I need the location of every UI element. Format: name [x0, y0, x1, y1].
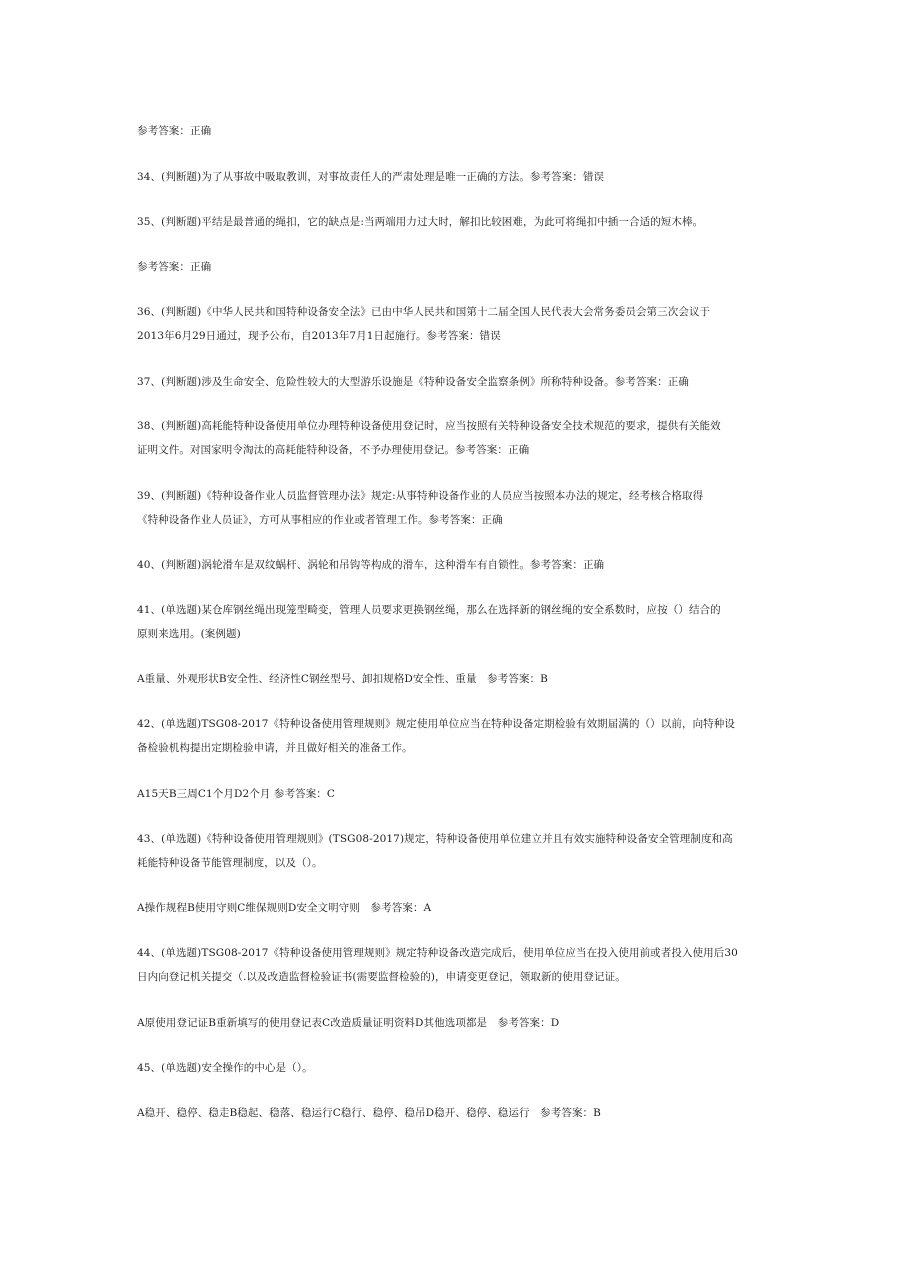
question-43: 43、(单选题)《特种设备使用管理规则》(TSG08-2017)规定，特种设备使用单位建立并且有效实施特种设备安全管理制度和高	[137, 833, 733, 845]
question-34: 34、(判断题)为了从事故中吸取教训，对事故责任人的严肃处理是唯一正确的方法。参考答案：错误	[137, 171, 605, 183]
question-43-options: A操作规程B使用守则C维保规则D安全文明守则 参考答案：A	[137, 902, 432, 914]
question-36: 36、(判断题)《中华人民共和国特种设备安全法》已由中华人民共和国第十二届全国人民代表大会常务委员会第三次会议于	[137, 306, 711, 318]
question-43-cont: 耗能特种设备节能管理制度，以及（）。	[137, 857, 323, 869]
question-36-cont: 2013年6月29日通过，现予公布，自2013年7月1日起施行。参考答案：错误	[137, 330, 501, 342]
question-41-options: A重量、外观形状B安全性、经济性C钢丝型号、卸扣规格D安全性、重量 参考答案：B	[137, 673, 548, 685]
question-45: 45、(单选题)安全操作的中心是（）。	[137, 1062, 313, 1074]
question-38-cont: 证明文件。对国家明令淘汰的高耗能特种设备，不予办理使用登记。参考答案：正确	[137, 444, 530, 456]
question-41: 41、(单选题)某仓库钢丝绳出现笼型畸变，管理人员要求更换钢丝绳，那么在选择新的钢丝绳的安全系数时，应按（）结合的	[137, 604, 721, 616]
question-35: 35、(判断题)平结是最普通的绳扣，它的缺点是:当两端用力过大时，解扣比较困难，为此可将绳扣中插一合适的短木棒。	[137, 216, 704, 228]
question-41-cont: 原则来选用。(案例题)	[137, 628, 241, 640]
question-38: 38、(判断题)高耗能特种设备使用单位办理特种设备使用登记时，应当按照有关特种设备安全技术规范的要求，提供有关能效	[137, 420, 721, 432]
question-44-options: A原使用登记证B重新填写的使用登记表C改造质量证明资料D其他选项都是 参考答案：D	[137, 1017, 560, 1029]
question-42-cont: 备检验机构提出定期检验申请，并且做好相关的准备工作。	[137, 742, 413, 754]
question-40: 40、(判断题)涡轮滑车是双纹蜗杆、涡轮和吊钩等构成的滑车，这种滑车有自锁性。参考答案：正确	[137, 559, 605, 571]
question-45-options: A稳开、稳停、稳走B稳起、稳落、稳运行C稳行、稳停、稳吊D稳开、稳停、稳运行 参考答案：B	[137, 1107, 601, 1119]
question-37: 37、(判断题)涉及生命安全、危险性较大的大型游乐设施是《特种设备安全监察条例》所称特种设备。参考答案：正确	[137, 376, 689, 388]
question-39: 39、(判断题)《特种设备作业人员监督管理办法》规定:从事特种设备作业的人员应当按照本办法的规定，经考核合格取得	[137, 490, 704, 502]
answer-line: 参考答案：正确	[137, 261, 212, 273]
question-42-options: A15天B三周C1个月D2个月 参考答案：C	[137, 788, 336, 800]
question-44: 44、(单选题)TSG08-2017《特种设备使用管理规则》规定特种设备改造完成后，使用单位应当在投入使用前或者投入使用后30	[137, 947, 738, 959]
question-42: 42、(单选题)TSG08-2017《特种设备使用管理规则》规定使用单位应当在特种设备定期检验有效期届满的（）以前，向特种设	[137, 718, 735, 730]
question-39-cont: 《特种设备作业人员证》，方可从事相应的作业或者管理工作。参考答案：正确	[137, 514, 503, 526]
answer-line: 参考答案：正确	[137, 125, 212, 137]
question-44-cont: 日内向登记机关提交（.以及改造监督检验证书(需要监督检验的)，申请变更登记，领取新的使用登记证。	[137, 971, 626, 983]
